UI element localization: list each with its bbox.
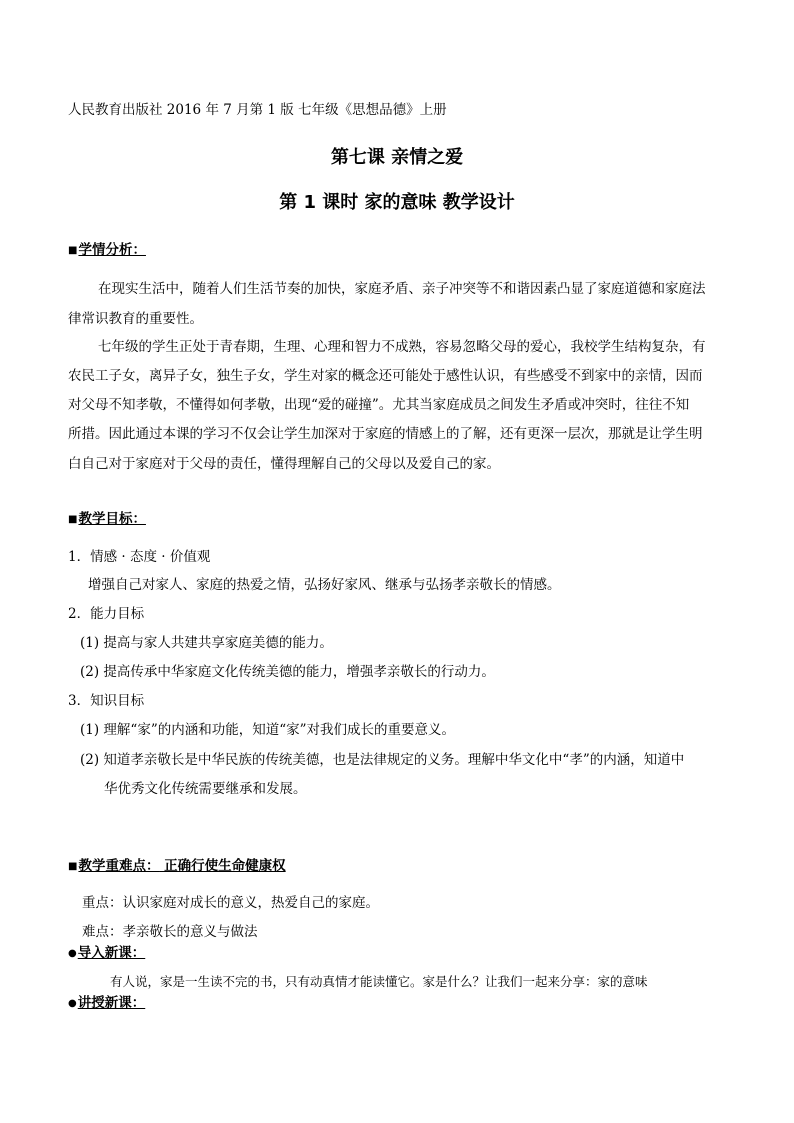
goal-item-continued: 华优秀文化传统需要继承和发展。: [104, 781, 307, 797]
paragraph-line: 对父母不知孝敬，不懂得如何孝敬，出现“爱的碰撞”。尤其当家庭成员之间发生矛盾或冲突时，往往不知: [68, 397, 690, 413]
lesson-title: 第七课 亲情之爱: [330, 147, 464, 168]
section-title: 导入新课：: [77, 945, 146, 961]
intro-text: 有人说，家是一生读不完的书，只有动真情才能读懂它。家是什么？让我们一起来分享：家的意味: [110, 974, 648, 989]
section-title: 讲授新课：: [77, 995, 146, 1011]
goal-item: (2) 知道孝亲敬长是中华民族的传统美德，也是法律规定的义务。理解中华文化中“孝”的内涵，知道中: [80, 752, 685, 768]
section-title-tail: 正确行使生命健康权: [159, 858, 286, 874]
round-bullet-icon: ●: [68, 998, 77, 1009]
goal-item: (1) 理解“家”的内涵和功能，知道“家”对我们成长的重要意义。: [80, 722, 456, 738]
header-line: 人民教育出版社 2016 年 7 月第 1 版 七年级《思想品德》上册: [68, 102, 447, 118]
section-title: 学情分析：: [78, 242, 146, 258]
paragraph-line: 七年级的学生正处于青春期，生理、心理和智力不成熟，容易忽略父母的爱心，我校学生结构复杂，有: [98, 339, 706, 355]
square-bullet-icon: ■: [68, 245, 78, 256]
paragraph-line: 在现实生活中，随着人们生活节奏的加快，家庭矛盾、亲子冲突等不和谐因素凸显了家庭道德和家庭法: [98, 281, 706, 297]
goal-text: 增强自己对家人、家庭的热爱之情，弘扬好家风、继承与弘扬孝亲敬长的情感。: [88, 577, 561, 593]
goal-heading: 1．情感 · 态度 · 价值观: [68, 549, 211, 565]
section-heading-analysis: [68, 241, 146, 260]
paragraph-line: 农民工子女，离异子女，独生子女，学生对家的概念还可能处于感性认识，有些感受不到家中的亲情，因而: [68, 368, 703, 384]
section-heading-key-points: [68, 857, 286, 876]
paragraph-line: 白自己对于家庭对于父母的责任，懂得理解自己的父母以及爱自己的家。: [68, 456, 500, 472]
round-bullet-icon: ●: [68, 948, 77, 959]
goal-item: (1) 提高与家人共建共享家庭美德的能力。: [80, 635, 333, 651]
paragraph-line: 所措。因此通过本课的学习不仅会让学生加深对于家庭的情感上的了解，还有更深一层次，那就是让学生明: [68, 426, 703, 442]
section-title: 教学重难点：: [78, 858, 160, 874]
key-point: 重点：认识家庭对成长的意义，热爱自己的家庭。: [82, 895, 379, 911]
section-title: 教学目标：: [78, 511, 146, 527]
goal-item: (2) 提高传承中华家庭文化传统美德的能力，增强孝亲敬长的行动力。: [80, 664, 495, 680]
goal-heading: 3．知识目标: [68, 693, 145, 709]
paragraph-line: 律常识教育的重要性。: [68, 311, 203, 327]
section-heading-goals: [68, 510, 146, 529]
difficult-point: 难点：孝亲敬长的意义与做法: [82, 924, 258, 940]
square-bullet-icon: ■: [68, 861, 78, 872]
section-heading-new-lesson: [68, 994, 145, 1013]
square-bullet-icon: ■: [68, 514, 78, 525]
goal-heading: 2．能力目标: [68, 606, 145, 622]
section-heading-intro: [68, 944, 145, 963]
lesson-subtitle: 第 1 课时 家的意味 教学设计: [279, 192, 515, 213]
